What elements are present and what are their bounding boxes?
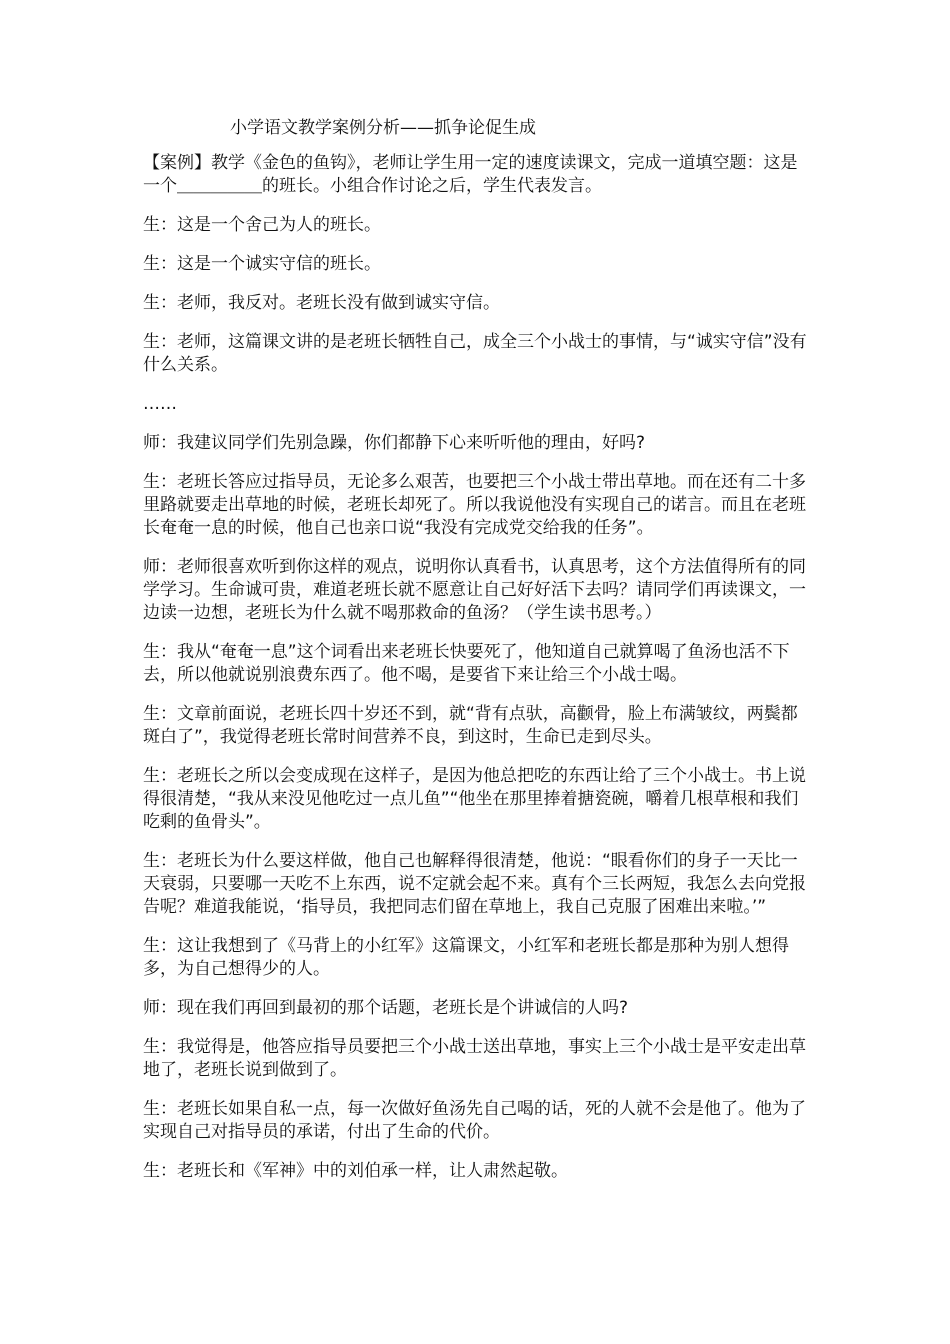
dialogue-paragraph: 生：老班长为什么要这样做，他自己也解释得很清楚，他说：“眼看你们的身子一天比一天衰弱，只要哪一天吃不上东西，说不定就会起不来。真有个三长两短，我怎么去向党报告呢？难道我能说，‘指导员，我把同志们留在草地上，我自己克服了困难出来啦。’” — [143, 851, 806, 917]
dialogue-paragraph: 师：我建议同学们先别急躁，你们都静下心来听听他的理由，好吗? — [143, 433, 646, 453]
document-title: 小学语文教学案例分析——抓争论促生成 — [230, 118, 536, 138]
dialogue-paragraph: 生：老班长答应过指导员，无论多么艰苦，也要把三个小战士带出草地。而在还有二十多里路就要走出草地的时候，老班长却死了。所以我说他没有实现自己的诺言。而且在老班长奄奄一息的时候，他自己也亲口说“我没有完成党交给我的任务”。 — [143, 472, 806, 538]
dialogue-paragraph: 生：这让我想到了《马背上的小红军》这篇课文，小红军和老班长都是那种为别人想得多，为自己想得少的人。 — [143, 936, 789, 979]
document-page — [143, 116, 808, 1199]
dialogue-paragraph: 生：老师，这篇课文讲的是老班长牺牲自己，成全三个小战士的事情，与“诚实守信”没有什么关系。 — [143, 332, 807, 375]
dialogue-paragraph: 生：这是一个舍己为人的班长。 — [143, 215, 381, 235]
dialogue-paragraph: 生：老班长如果自私一点，每一次做好鱼汤先自己喝的话，死的人就不会是他了。他为了实现自己对指导员的承诺，付出了生命的代价。 — [143, 1099, 806, 1142]
dialogue-paragraph: 生：老师，我反对。老班长没有做到诚实守信。 — [143, 293, 500, 313]
dialogue-paragraph: 生：我从“奄奄一息”这个词看出来老班长快要死了，他知道自己就算喝了鱼汤也活不下去，所以他就说别浪费东西了。他不喝，是要省下来让给三个小战士喝。 — [143, 642, 790, 685]
dialogue-paragraph: 生：老班长之所以会变成现在这样子，是因为他总把吃的东西让给了三个小战士。书上说得很清楚，“我从来没见他吃过一点儿鱼”“他坐在那里捧着搪瓷碗，嚼着几根草根和我们吃剩的鱼骨头”。 — [143, 766, 806, 832]
case-intro-paragraph: 【案例】教学《金色的鱼钩》，老师让学生用一定的速度读课文，完成一道填空题：这是一个＿＿＿＿＿的班长。小组合作讨论之后，学生代表发言。 — [143, 153, 798, 196]
dialogue-paragraph: 生：我觉得是，他答应指导员要把三个小战士送出草地，事实上三个小战士是平安走出草地了，老班长说到做到了。 — [143, 1037, 806, 1080]
dialogue-paragraph: 生：文章前面说，老班长四十岁还不到，就“背有点驮，高颧骨，脸上布满皱纹，两鬓都斑白了”，我觉得老班长常时间营养不良，到这时，生命已走到尽头。 — [143, 704, 798, 747]
dialogue-paragraph: 师：现在我们再回到最初的那个话题，老班长是个讲诚信的人吗? — [143, 998, 629, 1018]
dialogue-paragraph: 生：这是一个诚实守信的班长。 — [143, 254, 381, 274]
dialogue-paragraph: 生：老班长和《军神》中的刘伯承一样，让人肃然起敬。 — [143, 1161, 568, 1181]
dialogue-paragraph: 师：老师很喜欢听到你这样的观点，说明你认真看书，认真思考，这个方法值得所有的同学学习。生命诚可贵，难道老班长就不愿意让自己好好活下去吗？请同学们再读课文，一边读一边想，老班长为什么就不喝那救命的鱼汤？（学生读书思考。） — [143, 557, 806, 623]
ellipsis-paragraph: …… — [143, 394, 177, 414]
